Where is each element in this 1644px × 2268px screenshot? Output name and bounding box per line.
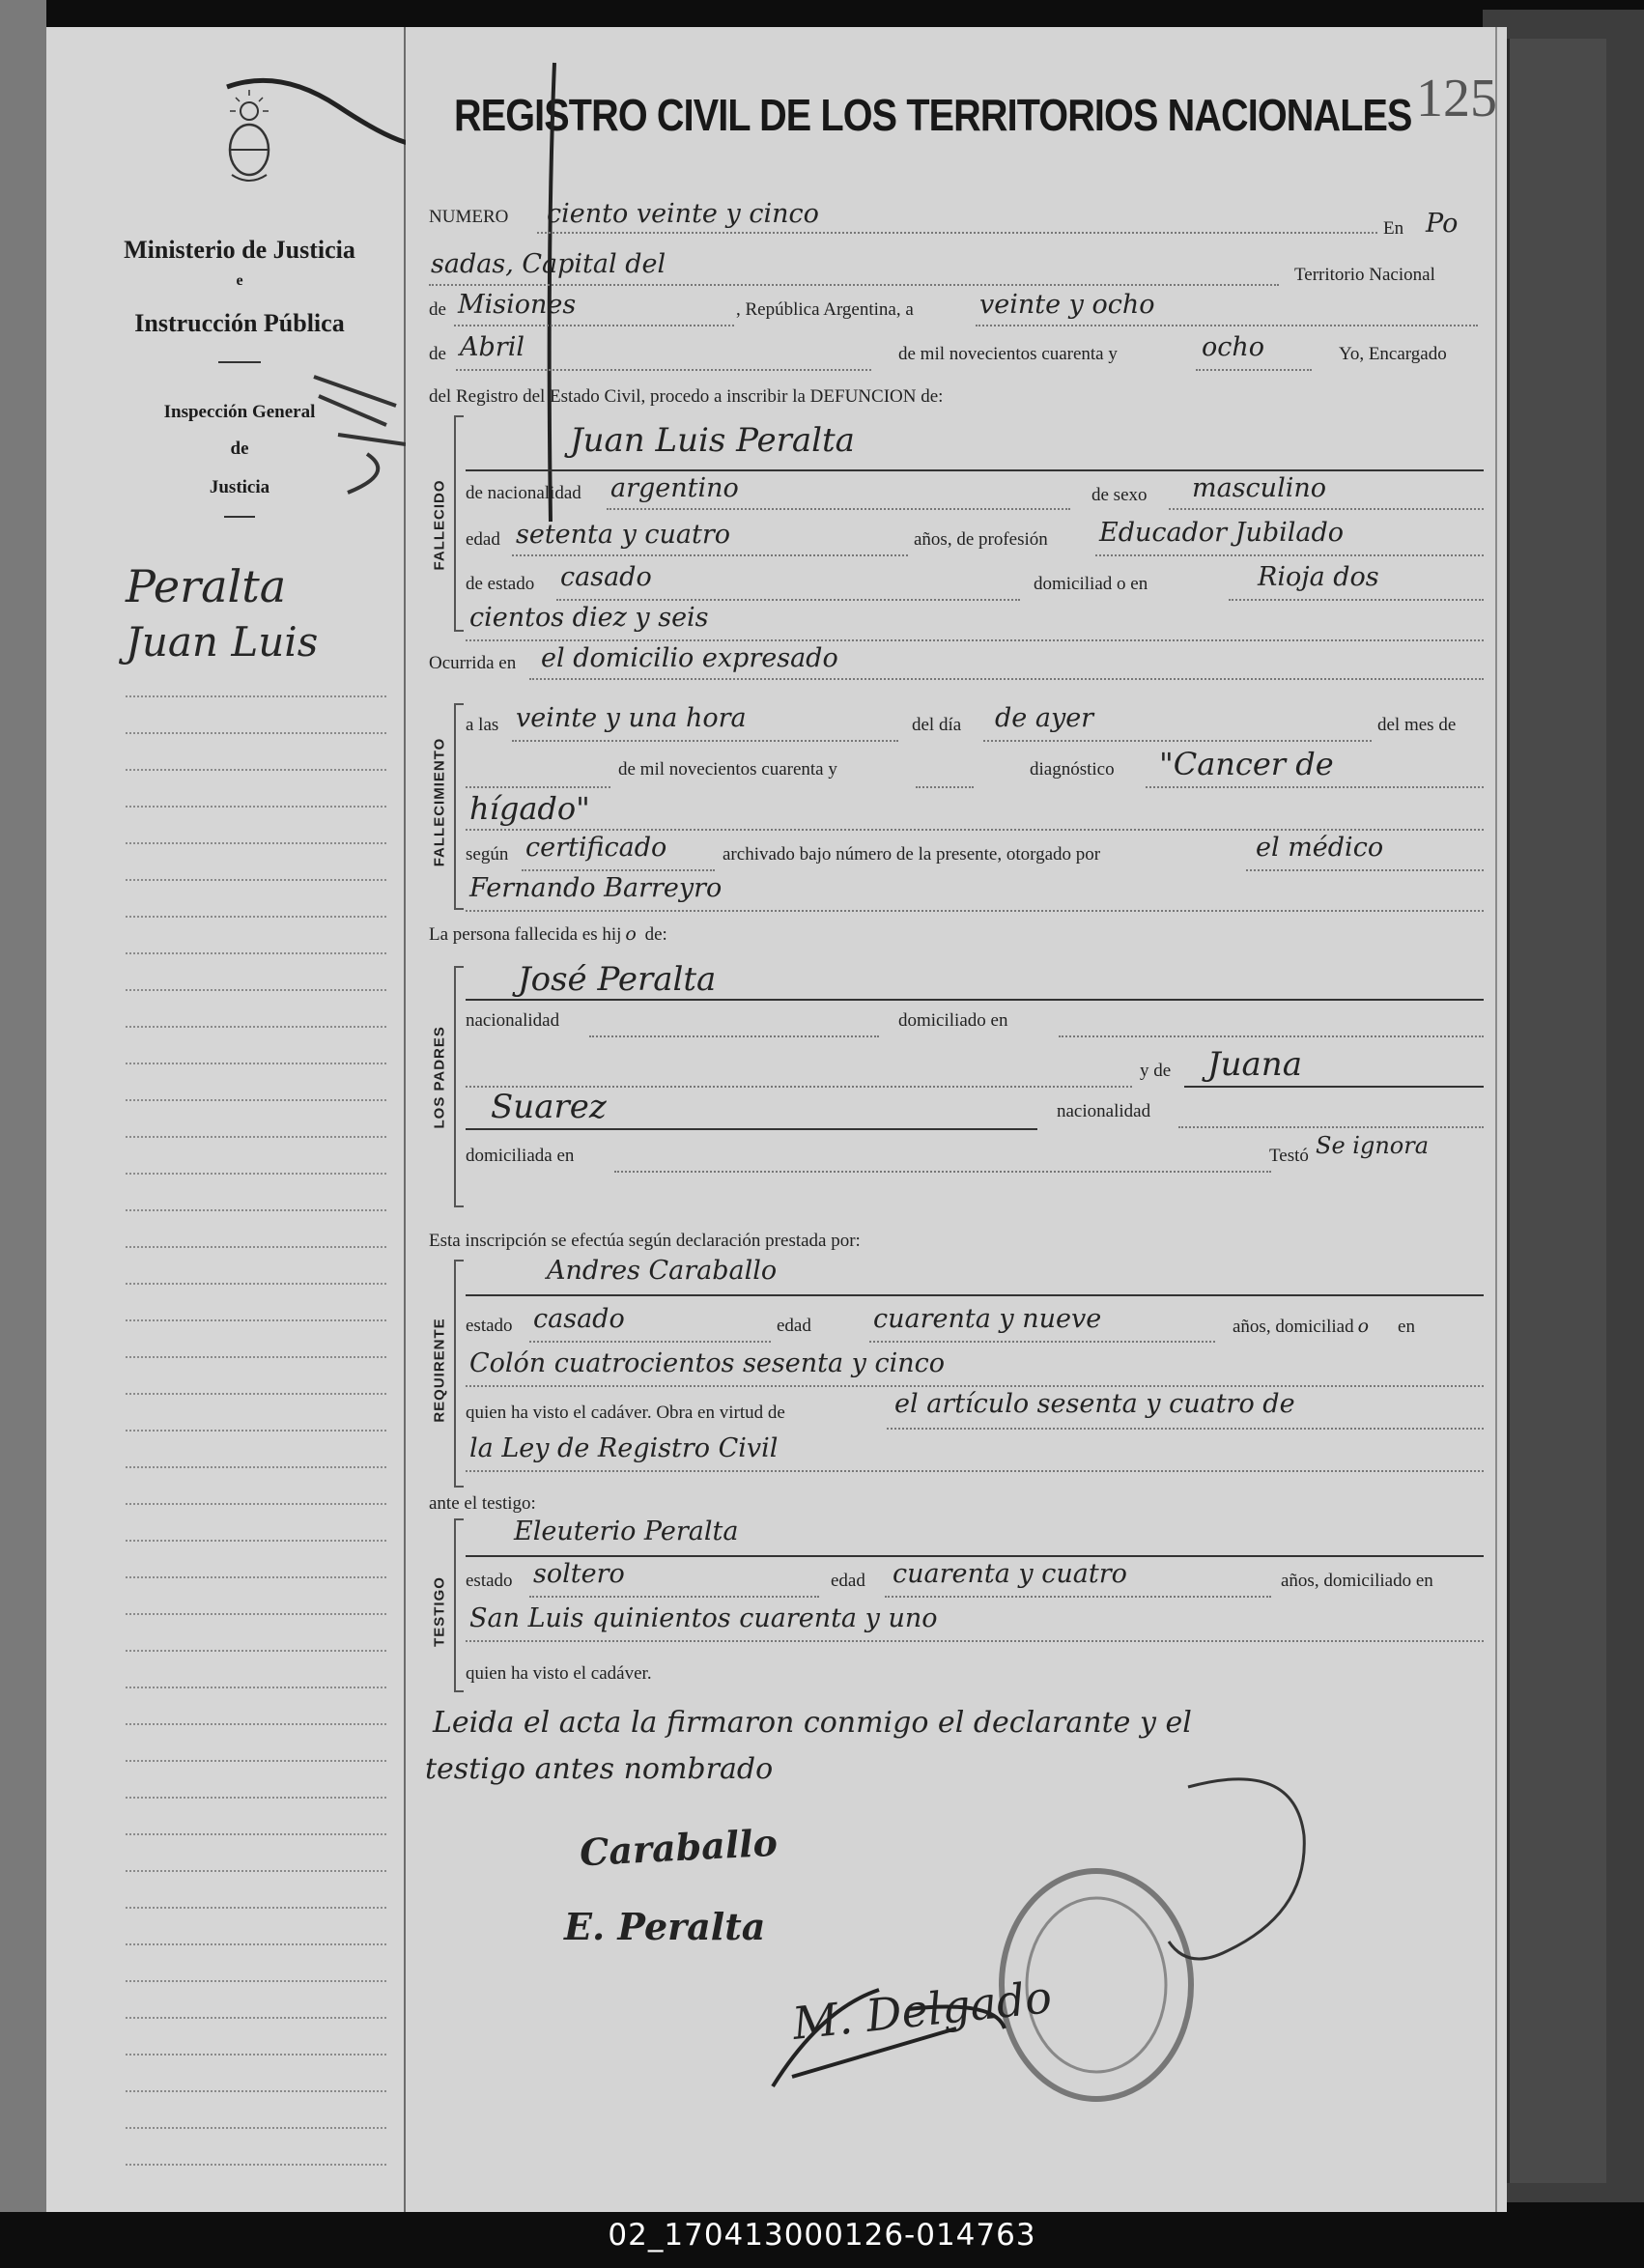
domicilio-cont: cientos diez y seis xyxy=(469,603,709,633)
closing-line2: testigo antes nombrado xyxy=(425,1752,774,1786)
otorgado-value: el médico xyxy=(1256,833,1384,863)
padres-intro-de: de: xyxy=(644,924,667,945)
requirente-estado-value: casado xyxy=(533,1304,625,1334)
diagnostico-label: diagnóstico xyxy=(1030,759,1115,780)
madre-value: Juana xyxy=(1207,1045,1302,1084)
domicilio-value: Rioja dos xyxy=(1258,562,1379,592)
inspection-line2: Justicia xyxy=(209,477,270,497)
book-cover xyxy=(1507,39,1606,2183)
testigo-edad-value: cuarenta y cuatro xyxy=(893,1559,1127,1589)
segun-label: según xyxy=(466,844,509,865)
testigo-name: Eleuterio Peralta xyxy=(514,1517,739,1546)
dia-label: del día xyxy=(912,715,962,735)
padres-bracket xyxy=(454,966,464,1207)
numero-value: ciento veinte y cinco xyxy=(547,199,819,229)
testigo-estado-value: soltero xyxy=(533,1559,625,1589)
image-caption: 02_170413000126-014763 xyxy=(608,2218,1036,2253)
mes-label: del mes de xyxy=(1377,715,1457,735)
signature-2: E. Peralta xyxy=(564,1905,766,1948)
testigo-anios-label: años, domiciliado en xyxy=(1281,1571,1433,1591)
estado-value: casado xyxy=(560,562,652,592)
nacionalidad-value: argentino xyxy=(610,473,739,503)
republica-label: , República Argentina, a xyxy=(736,299,914,320)
form-title: REGISTRO CIVIL DE LOS TERRITORIOS NACIONALES xyxy=(454,90,1412,140)
requirente-anios-label: años, domiciliad xyxy=(1233,1317,1354,1337)
de2-label: de xyxy=(429,344,446,364)
madre-nacionalidad-label: nacionalidad xyxy=(1057,1101,1151,1121)
anio-label: de mil novecientos cuarenta y xyxy=(618,759,837,780)
registro-line: del Registro del Estado Civil, procedo a inscribir la DEFUNCION de: xyxy=(429,386,944,407)
padre-value: José Peralta xyxy=(518,960,717,999)
testigo-estado-label: estado xyxy=(466,1571,513,1591)
requirente-intro: Esta inscripción se efectúa según declaración prestada por: xyxy=(429,1231,861,1251)
hora-label: a las xyxy=(466,715,499,735)
requirente-anios xyxy=(1233,1316,1415,1338)
segun-value: certificado xyxy=(525,833,667,863)
edad-value: setenta y cuatro xyxy=(516,520,731,550)
left-spine xyxy=(0,0,46,2212)
year-value: ocho xyxy=(1202,332,1265,362)
testigo-label: TESTIGO xyxy=(431,1576,448,1647)
requirente-estado-label: estado xyxy=(466,1316,513,1336)
de-label: de xyxy=(429,299,446,320)
padres-label: LOS PADRES xyxy=(431,1026,448,1129)
en-label: En xyxy=(1383,218,1404,239)
hora-value: veinte y una hora xyxy=(516,703,747,733)
ocurrida-label: Ocurrida en xyxy=(429,653,517,673)
pen-scribble-left xyxy=(309,367,415,507)
en-value: Po xyxy=(1426,209,1459,239)
requirente-bracket xyxy=(454,1260,464,1488)
closing-line1: Leida el acta la firmaron conmigo el declarante y el xyxy=(433,1706,1192,1740)
padre-nacionalidad-label: nacionalidad xyxy=(466,1010,560,1031)
margin-names: Juan Luis xyxy=(126,618,319,666)
page-right-rule xyxy=(1495,27,1497,2212)
month-value: Abril xyxy=(460,332,524,362)
signature-1: Caraballo xyxy=(578,1820,779,1875)
padres-intro-suffix: o xyxy=(625,923,637,945)
place-value: sadas, Capital del xyxy=(431,249,666,279)
dia-value: de ayer xyxy=(995,703,1094,733)
left-page xyxy=(46,27,406,2212)
fallecimiento-bracket xyxy=(454,703,464,910)
ministry-e: e xyxy=(236,272,243,289)
signature-3: M. Delgado xyxy=(789,1970,1055,2050)
padres-intro xyxy=(429,923,667,946)
requirente-virtud: el artículo sesenta y cuatro de xyxy=(894,1389,1295,1419)
fallecimiento-label: FALLECIMIENTO xyxy=(431,737,448,867)
territorio-label: Territorio Nacional xyxy=(1294,265,1435,285)
nacionalidad-label: de nacionalidad xyxy=(466,483,581,503)
ministry-line1: Ministerio de Justicia xyxy=(124,236,355,264)
sexo-label: de sexo xyxy=(1091,485,1148,505)
margin-surname: Peralta xyxy=(126,560,287,612)
fallecido-label: FALLECIDO xyxy=(431,479,448,571)
requirente-edad-value: cuarenta y nueve xyxy=(873,1304,1102,1334)
testo-value: Se ignora xyxy=(1316,1132,1429,1159)
requirente-virtud-cont: la Ley de Registro Civil xyxy=(469,1433,779,1463)
ministry-line2: Instrucción Pública xyxy=(134,309,345,337)
territory-value: Misiones xyxy=(458,290,577,320)
year-label: de mil novecientos cuarenta y xyxy=(898,344,1118,364)
folio-number: 125 xyxy=(1416,69,1497,128)
requirente-name: Andres Caraballo xyxy=(547,1256,778,1286)
ocurrida-value: el domicilio expresado xyxy=(541,643,838,673)
domiciliada-label: domiciliada en xyxy=(466,1146,575,1166)
profesion-value: Educador Jubilado xyxy=(1099,518,1345,548)
testigo-visto-label: quien ha visto el cadáver. xyxy=(466,1663,652,1684)
requirente-anios-suffix: o xyxy=(1357,1316,1370,1337)
inspection-de: de xyxy=(230,439,249,459)
numero-label: NUMERO xyxy=(429,207,509,227)
padre-domiciliado-label: domiciliado en xyxy=(898,1010,1008,1031)
day-value: veinte y ocho xyxy=(979,290,1155,320)
divider xyxy=(224,516,255,518)
testo-label: Testó xyxy=(1269,1146,1309,1166)
testigo-intro: ante el testigo: xyxy=(429,1493,536,1514)
domicilio-label: domiciliad o en xyxy=(1034,574,1148,594)
testigo-bracket xyxy=(454,1518,464,1692)
medico-value: Fernando Barreyro xyxy=(469,873,723,903)
fallecido-bracket xyxy=(454,415,464,632)
inspection-line1: Inspección General xyxy=(163,402,316,422)
yde-label: y de xyxy=(1140,1061,1172,1081)
requirente-en-label: en xyxy=(1398,1317,1415,1337)
profesion-label: años, de profesión xyxy=(914,529,1048,550)
requirente-label: REQUIRENTE xyxy=(431,1318,448,1423)
yo-label: Yo, Encargado xyxy=(1339,344,1447,364)
estado-label: de estado xyxy=(466,574,535,594)
signature-flourish-icon xyxy=(1149,1758,1323,1985)
madre-cont: Suarez xyxy=(491,1088,607,1126)
divider xyxy=(218,361,261,363)
requirente-domicilio: Colón cuatrocientos sesenta y cinco xyxy=(469,1348,946,1378)
edad-label: edad xyxy=(466,529,500,550)
testigo-domicilio: San Luis quinientos cuarenta y uno xyxy=(469,1603,938,1633)
diagnostico-cont: hígado" xyxy=(469,790,590,827)
requirente-edad-label: edad xyxy=(777,1316,811,1336)
archivado-label: archivado bajo número de la presente, otorgado por xyxy=(723,844,1101,865)
pen-mark-top xyxy=(222,68,425,159)
diagnostico-value: "Cancer de xyxy=(1159,746,1334,782)
signature-3-stroke xyxy=(763,1970,1014,2101)
sexo-value: masculino xyxy=(1192,473,1326,503)
padres-intro-label: La persona fallecida es hij xyxy=(429,924,622,945)
requirente-visto-label: quien ha visto el cadáver. Obra en virtud de xyxy=(466,1403,785,1423)
deceased-name: Juan Luis Peralta xyxy=(570,421,855,460)
testigo-edad-label: edad xyxy=(831,1571,865,1591)
